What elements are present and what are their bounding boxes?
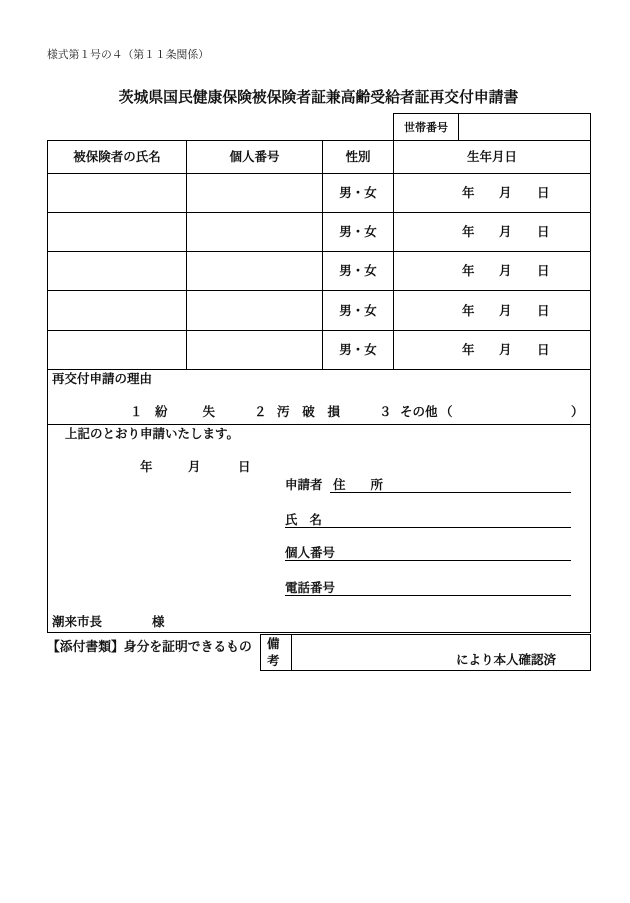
form-number: 様式第１号の４（第１１条関係） bbox=[47, 48, 209, 61]
reason-option-damaged[interactable] bbox=[251, 403, 343, 421]
identity-confirmed-text: により本人確認済 bbox=[456, 652, 557, 667]
year-unit: 年 bbox=[462, 185, 475, 200]
reason-option-label: 紛失 bbox=[155, 404, 215, 419]
insured-persons-table bbox=[47, 140, 591, 370]
other-bracket-close: ） bbox=[571, 404, 584, 419]
month-unit: 月 bbox=[499, 185, 512, 200]
address-label: 住所 bbox=[333, 477, 383, 492]
insured-name-field[interactable] bbox=[48, 174, 187, 213]
individual-number-field[interactable] bbox=[187, 213, 323, 252]
year-unit: 年 bbox=[462, 302, 475, 318]
month-unit: 月 bbox=[499, 342, 512, 357]
sex-choice-text: 男・女 bbox=[339, 263, 377, 278]
individual-number-field[interactable] bbox=[187, 252, 323, 291]
year-unit: 年 bbox=[462, 263, 475, 278]
reissue-reason-section bbox=[47, 370, 591, 425]
header-individual-number: 個人番号 bbox=[187, 141, 323, 174]
remarks-field[interactable] bbox=[292, 635, 590, 670]
phone-number-field[interactable] bbox=[285, 579, 571, 596]
birth-date-field[interactable] bbox=[394, 174, 591, 213]
sex-field[interactable] bbox=[323, 252, 394, 291]
application-section bbox=[47, 425, 591, 633]
application-date-field[interactable] bbox=[138, 458, 263, 476]
day-unit: 日 bbox=[537, 224, 550, 239]
header-insured-name: 被保険者の氏名 bbox=[48, 141, 187, 174]
insured-name-field[interactable] bbox=[48, 331, 187, 370]
address-field[interactable] bbox=[330, 476, 571, 493]
sex-field[interactable] bbox=[323, 174, 394, 213]
day-unit: 日 bbox=[537, 342, 550, 357]
addressee-honorific: 様 bbox=[152, 614, 165, 629]
individual-number-field[interactable] bbox=[187, 174, 323, 213]
header-birth-date: 生年月日 bbox=[394, 141, 591, 174]
applicant-label: 申請者 bbox=[285, 477, 323, 492]
sex-choice-text: 男・女 bbox=[339, 302, 377, 318]
reason-option-number: ３ bbox=[379, 404, 392, 419]
birth-date-field[interactable] bbox=[394, 252, 591, 291]
phone-number-label: 電話番号 bbox=[285, 580, 336, 595]
applicant-individual-number-label: 個人番号 bbox=[285, 545, 336, 560]
individual-number-field[interactable] bbox=[187, 291, 323, 331]
sex-choice-text: 男・女 bbox=[339, 185, 377, 200]
reason-option-number: １ bbox=[130, 404, 143, 419]
other-reason-field[interactable] bbox=[454, 405, 569, 419]
reason-option-number: ２ bbox=[254, 404, 267, 419]
reason-option-label: 汚破損 bbox=[277, 404, 340, 419]
reason-option-lost[interactable] bbox=[127, 403, 219, 421]
applicant-name-field[interactable] bbox=[285, 511, 571, 528]
household-number-field[interactable] bbox=[458, 113, 591, 141]
day-unit: 日 bbox=[537, 302, 550, 318]
day-unit: 日 bbox=[537, 185, 550, 200]
year-unit: 年 bbox=[140, 459, 153, 474]
insured-name-field[interactable] bbox=[48, 213, 187, 252]
sex-field[interactable] bbox=[323, 213, 394, 252]
day-unit: 日 bbox=[537, 263, 550, 278]
insured-name-field[interactable] bbox=[48, 252, 187, 291]
header-sex: 性別 bbox=[323, 141, 394, 174]
addressee-title: 潮来市長 bbox=[52, 614, 103, 629]
applicant-name-label: 氏名 bbox=[285, 512, 322, 527]
month-unit: 月 bbox=[499, 224, 512, 239]
reason-option-other[interactable] bbox=[376, 403, 591, 421]
month-unit: 月 bbox=[499, 302, 512, 318]
birth-date-field[interactable] bbox=[394, 331, 591, 370]
attachments-note: 【添付書類】身分を証明できるもの bbox=[47, 640, 252, 655]
sex-choice-text: 男・女 bbox=[339, 224, 377, 239]
reissue-reason-label: 再交付申請の理由 bbox=[52, 371, 153, 386]
month-unit: 月 bbox=[188, 459, 201, 474]
sex-field[interactable] bbox=[323, 331, 394, 370]
other-bracket-open: （ bbox=[440, 404, 453, 419]
declaration-text: 上記のとおり申請いたします。 bbox=[65, 426, 240, 441]
remarks-label: 備考 bbox=[267, 636, 280, 668]
individual-number-field[interactable] bbox=[187, 331, 323, 370]
household-number-label: 世帯番号 bbox=[393, 113, 459, 141]
form-title: 茨城県国民健康保険被保険者証兼高齢受給者証再交付申請書 bbox=[118, 89, 519, 106]
year-unit: 年 bbox=[462, 342, 475, 357]
day-unit: 日 bbox=[238, 459, 251, 474]
sex-choice-text: 男・女 bbox=[339, 342, 377, 357]
remarks-box bbox=[260, 634, 591, 671]
birth-date-field[interactable] bbox=[394, 213, 591, 252]
remarks-label-cell bbox=[261, 635, 292, 670]
applicant-individual-number-field[interactable] bbox=[285, 544, 571, 561]
month-unit: 月 bbox=[499, 263, 512, 278]
year-unit: 年 bbox=[462, 224, 475, 239]
birth-date-field[interactable] bbox=[394, 291, 591, 331]
reason-option-label: その他 bbox=[400, 404, 438, 419]
sex-field[interactable] bbox=[323, 291, 394, 331]
insured-name-field[interactable] bbox=[48, 291, 187, 331]
